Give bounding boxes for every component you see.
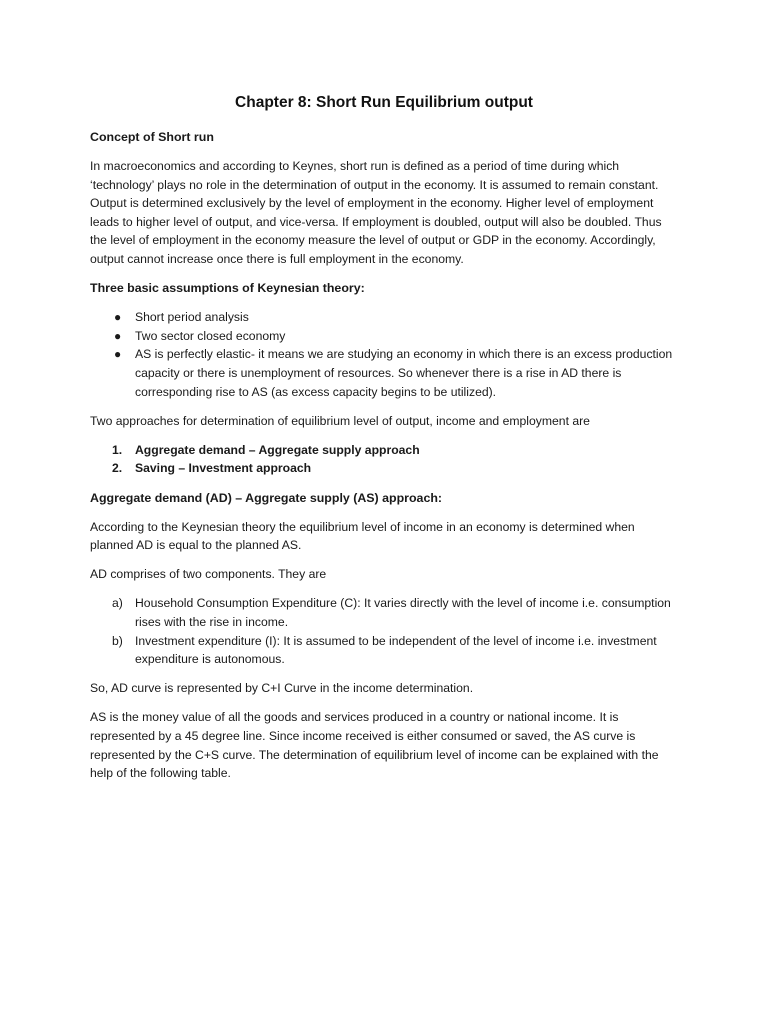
page-title: Chapter 8: Short Run Equilibrium output [235, 94, 533, 111]
list-item [90, 441, 680, 460]
list-item-text: Aggregate demand – Aggregate supply approach [135, 442, 420, 457]
list-item-text: Short period analysis [135, 310, 249, 325]
list-item-text: AS is perfectly elastic- it means we are studying an economy in which there is an excess production capacity or there is unemployment of resources. So whenever there is a rise in AD there is corresponding rise to AS (as excess capacity begins to be utilized). [135, 347, 673, 399]
approaches-list [90, 441, 680, 478]
list-item [90, 594, 680, 631]
list-item-text: Saving – Investment approach [135, 461, 312, 476]
list-item [90, 327, 680, 346]
as-paragraph: AS is the money value of all the goods and services produced in a country or national income. It is represented by a 45 degree line. Since income received is either consumed or saved, the AS curve is represented by the C+S curve. The determination of equilibrium level of income can be explained with the help of the following table. [90, 710, 659, 781]
list-item [90, 459, 680, 478]
assumptions-heading: Three basic assumptions of Keynesian theory: [90, 281, 365, 296]
bullet-icon: ● [114, 328, 122, 343]
section-heading-short-run: Concept of Short run [90, 130, 214, 144]
approaches-intro: Two approaches for determination of equilibrium level of output, income and employment are [90, 413, 590, 428]
document-body [90, 128, 680, 793]
assumptions-list [90, 308, 680, 401]
list-item [90, 308, 680, 327]
components-intro: AD comprises of two components. They are [90, 567, 327, 582]
list-item [90, 345, 680, 401]
short-run-paragraph: In macroeconomics and according to Keynes, short run is defined as a period of time during which ‘technology’ plays no role in the determination of output in the economy. It is assumed to remain constant. Output is determined exclusively by the level of employment in the economy. Higher level of employment leads to higher level of output, and vice-versa. If employment is doubled, output will also be doubled. Thus the level of employment in the economy measure the level of output or GDP in the economy. Accordingly, output cannot increase once there is full employment in the economy. [90, 159, 662, 267]
bullet-icon: ● [114, 347, 122, 362]
list-item [90, 632, 680, 669]
list-letter: a) [112, 596, 123, 611]
list-letter: b) [112, 633, 123, 648]
components-list [90, 594, 680, 668]
adas-paragraph: According to the Keynesian theory the equilibrium level of income in an economy is determined when planned AD is equal to the planned AS. [90, 519, 635, 553]
ad-curve-paragraph: So, AD curve is represented by C+I Curve in the income determination. [90, 681, 474, 696]
list-item-text: Investment expenditure (I): It is assumed to be independent of the level of income i.e. investment expenditure is autonomous. [135, 633, 657, 667]
bullet-icon: ● [114, 310, 122, 325]
list-number: 1. [112, 442, 123, 457]
list-item-text: Two sector closed economy [135, 328, 286, 343]
list-number: 2. [112, 461, 123, 476]
list-item-text: Household Consumption Expenditure (C): It varies directly with the level of income i.e. consumption rises with the rise in income. [135, 596, 671, 629]
adas-heading: Aggregate demand (AD) – Aggregate supply (AS) approach: [90, 490, 443, 505]
